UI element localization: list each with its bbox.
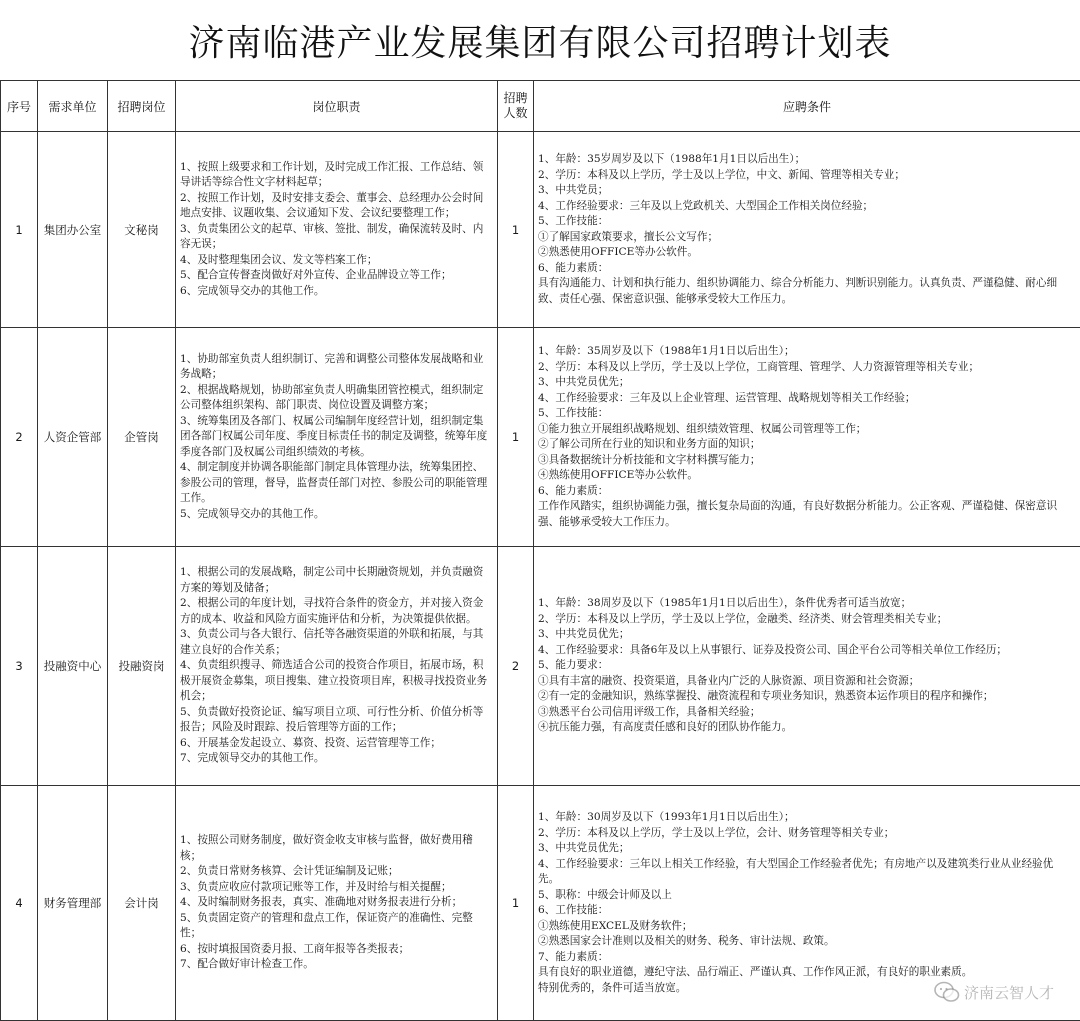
page-title: 济南临港产业发展集团有限公司招聘计划表 <box>188 22 892 64</box>
cell-line: 6、工作技能： <box>538 904 609 916</box>
cell-line: ②熟悉国家会计准则以及相关的财务、税务、审计法规、政策。 <box>538 935 835 947</box>
cell-line: 4、及时编制财务报表，真实、准确地对财务报表进行分析； <box>180 896 463 909</box>
cell-line: 工作作风踏实，组织协调能力强，擅长复杂局面的沟通，有良好数据分析能力。公正客观、严谨稳健、保密意识强、能够承受较大工作压力。 <box>538 500 1058 528</box>
header-count <box>498 81 534 132</box>
cell-line: 2、根据战略规划，协助部室负责人明确集团管控模式，组织制定公司整体组织架构、部门职责、岗位设置及调整方案； <box>180 383 484 412</box>
cell-line: 4、负责组织搜寻、筛选适合公司的投资合作项目，拓展市场，积极开展资金募集，项目搜集、建立投资项目库，积极寻找投资业务机会； <box>180 659 488 703</box>
row-duties <box>176 547 498 786</box>
cell-line: 6、开展基金发起设立、募资、投资、运营管理等工作； <box>180 736 441 749</box>
row-duties <box>176 132 498 328</box>
row-duties <box>176 786 498 1021</box>
row-unit: 集团办公室 <box>38 132 108 328</box>
cell-line: 3、中共党员优先； <box>538 628 630 641</box>
cell-line: 2、按照工作计划，及时安排支委会、董事会、总经理办公会时间地点安排、议题收集、会议通知下发、会议纪要整理工作； <box>180 191 484 220</box>
cell-line: 2、学历：本科及以上学历，学士及以上学位，会计、财务管理等相关专业； <box>538 826 895 839</box>
cell-line: 具有良好的职业道德，遵纪守法、品行端正、严谨认真、工作作风正派，有良好的职业素质。 <box>538 966 973 978</box>
cell-line: ③熟悉平台公司信用评级工作，具备相关经验； <box>538 705 761 718</box>
header-position: 招聘岗位 <box>108 81 176 132</box>
row-unit: 人资企管部 <box>38 328 108 547</box>
table-row <box>1 786 1080 1021</box>
cell-line: 6、能力素质： <box>538 261 609 274</box>
row-requirements <box>534 547 1080 786</box>
row-duties <box>176 328 498 547</box>
cell-line: ④熟练使用OFFICE等办公软件。 <box>538 469 698 481</box>
cell-line: 3、中共党员优先； <box>538 842 630 854</box>
cell-line: ②了解公司所在行业的知识和业务方面的知识； <box>538 438 761 450</box>
row-requirements <box>534 328 1080 547</box>
cell-line: 1、年龄：38周岁及以下（1985年1月1日以后出生），条件优秀者可适当放宽； <box>538 597 912 610</box>
row-position: 会计岗 <box>108 786 176 1021</box>
cell-line: 特别优秀的，条件可适当放宽。 <box>538 981 687 994</box>
cell-line: 5、工作技能： <box>538 407 609 419</box>
cell-line: 7、完成领导交办的其他工作。 <box>180 752 325 765</box>
header-unit: 需求单位 <box>38 81 108 132</box>
wechat-icon <box>934 981 960 1003</box>
cell-line: ②有一定的金融知识，熟练掌握投、融资流程和专项业务知识，熟悉资本运作项目的程序和操作； <box>538 690 994 703</box>
cell-line: 4、制定制度并协调各职能部门制定具体管理办法，统筹集团控、参股公司的管理，督导，监督责任部门对控、参股公司的职能管理工作。 <box>180 461 488 505</box>
table-row <box>1 547 1080 786</box>
cell-line: 7、能力素质： <box>538 950 609 963</box>
header-count-line2: 人数 <box>503 106 528 120</box>
cell-line: 具有沟通能力、计划和执行能力、组织协调能力、综合分析能力、判断识别能力。认真负责、严谨稳健、耐心细致、责任心强、保密意识强、能够承受较大工作压力。 <box>538 277 1058 305</box>
cell-line: ③具备数据统计分析技能和文字材料撰写能力； <box>538 453 761 466</box>
cell-line: 4、工作经验要求：三年及以上党政机关、大型国企工作相关岗位经验； <box>538 199 874 212</box>
header-requirements: 应聘条件 <box>534 81 1080 132</box>
row-no: 4 <box>1 786 38 1021</box>
header-count-line1: 招聘 <box>503 91 528 105</box>
row-count: 1 <box>498 786 534 1021</box>
cell-line: ①了解国家政策要求，擅长公文写作； <box>538 230 719 243</box>
table-row <box>1 328 1080 547</box>
cell-line: 3、负责集团公文的起草、审核、签批、制发，确保流转及时、内容无误； <box>180 222 484 251</box>
cell-line: 1、年龄：30周岁及以下（1993年1月1日以后出生）； <box>538 811 795 823</box>
cell-line: ②熟悉使用OFFICE等办公软件。 <box>538 246 698 258</box>
row-requirements <box>534 132 1080 328</box>
cell-line: 1、年龄：35岁周岁及以下（1988年1月1日以后出生）； <box>538 153 806 165</box>
cell-line: ④抗压能力强，有高度责任感和良好的团队协作能力。 <box>538 721 793 734</box>
cell-line: 1、按照公司财务制度，做好资金收支审核与监督，做好费用稽核； <box>180 834 473 862</box>
cell-line: 4、工作经验要求：具备6年及以上从事银行、证券及投资公司、国企平台公司等相关单位工作经历； <box>538 643 1008 656</box>
cell-line: 6、完成领导交办的其他工作。 <box>180 284 325 297</box>
cell-line: 5、职称：中级会计师及以上 <box>538 888 672 901</box>
cell-line: 6、按时填报国资委月报、工商年报等各类报表； <box>180 942 410 955</box>
cell-line: 1、按照上级要求和工作计划，及时完成工作汇报、工作总结、领导讲话等综合性文字材料起草； <box>180 160 484 189</box>
table-row <box>1 132 1080 328</box>
cell-line: 4、及时整理集团会议、发文等档案工作； <box>180 253 378 266</box>
cell-line: 1、协助部室负责人组织制订、完善和调整公司整体发展战略和业务战略； <box>180 352 484 381</box>
cell-line: 5、能力要求： <box>538 659 609 672</box>
table-header-row <box>1 81 1080 132</box>
cell-line: ①具有丰富的融资、投资渠道，具备业内广泛的人脉资源、项目资源和社会资源； <box>538 674 920 687</box>
cell-line: 2、负责日常财务核算、会计凭证编制及记账； <box>180 865 399 878</box>
cell-line: 2、学历：本科及以上学历，学士及以上学位，工商管理、管理学、人力资源管理等相关专业； <box>538 360 980 373</box>
cell-line: 3、统筹集团及各部门、权属公司编制年度经营计划，组织制定集团各部门权属公司年度、季度目标责任书的制定及调整，统筹年度季度各部门及权属公司组织绩效的考核。 <box>180 414 488 458</box>
row-position: 企管岗 <box>108 328 176 547</box>
cell-line: 3、中共党员优先； <box>538 376 630 388</box>
row-unit: 财务管理部 <box>38 786 108 1021</box>
cell-line: 2、学历：本科及以上学历，学士及以上学位，中文、新闻、管理等相关专业； <box>538 168 905 181</box>
row-no: 1 <box>1 132 38 328</box>
cell-line: 4、工作经验要求：三年及以上企业管理、运营管理、战略规划等相关工作经验； <box>538 391 916 404</box>
cell-line: 3、负责应收应付款项记账等工作，并及时给与相关提醒； <box>180 880 452 893</box>
row-position: 文秘岗 <box>108 132 176 328</box>
row-no: 3 <box>1 547 38 786</box>
cell-line: 3、中共党员； <box>538 184 609 196</box>
row-count: 1 <box>498 132 534 328</box>
row-count: 1 <box>498 328 534 547</box>
watermark-text: 济南云智人才 <box>963 983 1054 1002</box>
row-no: 2 <box>1 328 38 547</box>
watermark <box>934 981 1054 1003</box>
recruitment-table <box>0 80 1080 1021</box>
header-duties: 岗位职责 <box>176 81 498 132</box>
cell-line: 2、根据公司的年度计划，寻找符合条件的资金方，并对接入资金方的成本、收益和风险方面实施评估和分析，为决策提供依据。 <box>180 597 484 625</box>
cell-line: 7、配合做好审计检查工作。 <box>180 958 314 971</box>
cell-line: 6、能力素质： <box>538 484 609 497</box>
cell-line: 1、根据公司的发展战略，制定公司中长期融资规划，并负责融资方案的筹划及储备； <box>180 566 484 594</box>
cell-line: ①熟练使用EXCEL及财务软件； <box>538 919 693 932</box>
row-position: 投融资岗 <box>108 547 176 786</box>
cell-line: 5、负责做好投资论证、编写项目立项、可行性分析、价值分析等报告；风险及时跟踪、投后管理等方面的工作； <box>180 705 484 734</box>
cell-line: 5、配合宣传督查岗做好对外宣传、企业品牌设立等工作； <box>180 269 452 282</box>
cell-line: 1、年龄：35周岁及以下（1988年1月1日以后出生）； <box>538 345 795 357</box>
cell-line: 5、工作技能： <box>538 215 609 227</box>
header-no: 序号 <box>1 81 38 132</box>
cell-line: 4、工作经验要求：三年以上相关工作经验，有大型国企工作经验者优先；有房地产以及建筑类行业从业经验优先。 <box>538 857 1054 885</box>
cell-line: 2、学历：本科及以上学历，学士及以上学位，金融类、经济类、财会管理类相关专业； <box>538 612 948 625</box>
row-unit: 投融资中心 <box>38 547 108 786</box>
row-count: 2 <box>498 547 534 786</box>
cell-line: 5、完成领导交办的其他工作。 <box>180 507 325 520</box>
cell-line: ①能力独立开展组织战略规划、组织绩效管理、权属公司管理等工作； <box>538 422 867 435</box>
cell-line: 3、负责公司与各大银行、信托等各融资渠道的外联和拓展，与其建立良好的合作关系； <box>180 628 484 656</box>
cell-line: 5、负责固定资产的管理和盘点工作，保证资产的准确性、完整性； <box>180 911 473 940</box>
